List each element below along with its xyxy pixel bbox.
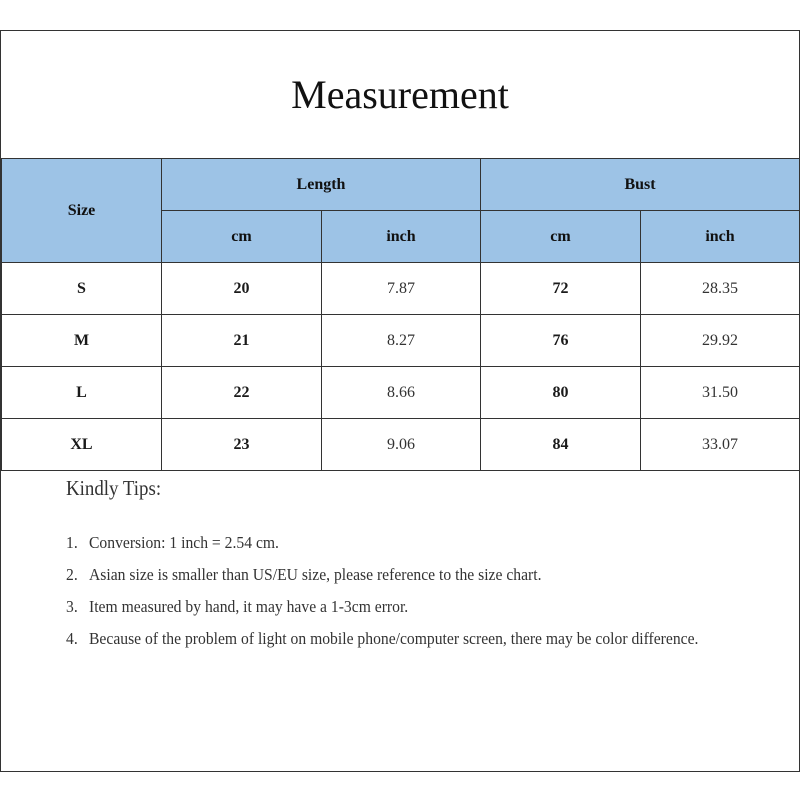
size-chart-frame (0, 30, 800, 772)
bust-inch-cell: 29.92 (641, 315, 800, 367)
tip-number: 3. (66, 597, 78, 616)
length-cm-cell: 20 (162, 263, 322, 315)
bust-group-header: Bust (481, 159, 800, 211)
size-cell: L (2, 367, 162, 419)
tip-text: Asian size is smaller than US/EU size, please reference to the size chart. (89, 565, 542, 584)
table-row (2, 367, 800, 419)
length-cm-cell: 22 (162, 367, 322, 419)
tip-text: Because of the problem of light on mobile phone/computer screen, there may be color difference. (89, 629, 699, 648)
length-inch-cell: 8.66 (322, 367, 481, 419)
list-item (66, 527, 710, 559)
table-row (2, 263, 800, 315)
tip-number: 4. (66, 629, 78, 648)
size-cell: XL (2, 419, 162, 471)
length-cm-header: cm (162, 211, 322, 263)
bust-inch-cell: 28.35 (641, 263, 800, 315)
length-inch-cell: 8.27 (322, 315, 481, 367)
bust-cm-header: cm (481, 211, 641, 263)
size-cell: S (2, 263, 162, 315)
list-item (66, 559, 710, 591)
list-item (66, 591, 710, 623)
bust-cm-cell: 76 (481, 315, 641, 367)
size-table (1, 158, 800, 471)
size-column-header: Size (2, 159, 162, 263)
list-item (66, 623, 710, 655)
size-cell: M (2, 315, 162, 367)
length-cm-cell: 21 (162, 315, 322, 367)
tip-number: 2. (66, 565, 78, 584)
bust-inch-header: inch (641, 211, 800, 263)
length-inch-cell: 9.06 (322, 419, 481, 471)
length-group-header: Length (162, 159, 481, 211)
bust-cm-cell: 72 (481, 263, 641, 315)
tip-text: Conversion: 1 inch = 2.54 cm. (89, 533, 279, 552)
table-row (2, 315, 800, 367)
length-inch-cell: 7.87 (322, 263, 481, 315)
table-row (2, 419, 800, 471)
length-inch-header: inch (322, 211, 481, 263)
length-cm-cell: 23 (162, 419, 322, 471)
table-header-row (2, 159, 800, 211)
tips-list (66, 527, 766, 655)
page-title: Measurement (291, 72, 509, 117)
bust-inch-cell: 33.07 (641, 419, 800, 471)
bust-cm-cell: 80 (481, 367, 641, 419)
tips-heading: Kindly Tips: (66, 476, 162, 500)
kindly-tips-section (66, 476, 766, 655)
bust-inch-cell: 31.50 (641, 367, 800, 419)
tip-text: Item measured by hand, it may have a 1-3cm error. (89, 597, 409, 616)
bust-cm-cell: 84 (481, 419, 641, 471)
tip-number: 1. (66, 533, 78, 552)
